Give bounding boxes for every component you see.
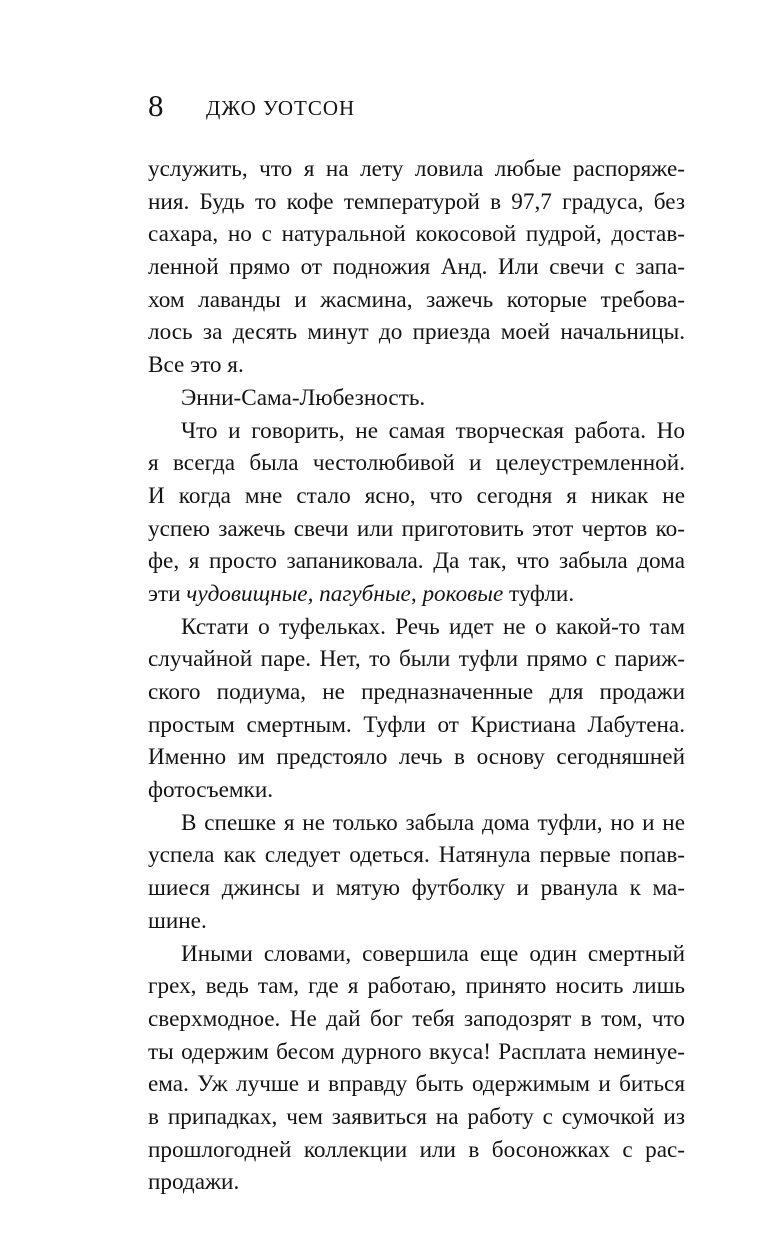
text-line: простым смертным. Туфли от Кристиана Лабутена. [148,711,685,738]
text-line: Именно им предстояло лечь в основу сегодняшней [148,744,685,771]
text-line: грех, ведь там, где я работаю, принято носить лишь [148,973,685,1000]
text-line: ния. Будь то кофе температурой в 97,7 градуса, без [148,188,685,215]
text-line: успею зажечь свечи или приготовить этот чертов ко- [148,515,685,542]
text-line: Энни-Сама-Любезность. [181,384,426,411]
page-number: 8 [148,88,164,123]
text-line: Что и говорить, не самая творческая работа. Но [181,417,685,444]
text-line: фотосъемки. [148,777,274,804]
text-line: хом лаванды и жасмина, зажечь которые требова- [148,286,685,313]
text-line: шине. [148,907,207,934]
text-line: сахара, но с натуральной кокосовой пудрой, достав- [148,221,685,248]
text-line: прошлогодней коллекции или в босоножках с рас- [148,1136,685,1163]
italic-phrase: чудовищные, пагубные, роковые [186,580,504,607]
text-line: случайной паре. Нет, то были туфли прямо с париж- [148,646,685,673]
text-line: Все это я. [148,352,244,379]
text-line: Иными словами, совершила еще один смертный [181,940,685,967]
text-run: эти [148,580,187,607]
text-line: ема. Уж лучше и вправду быть одержимым и биться [148,1071,685,1098]
text-line: сверхмодное. Не дай бог тебя заподозрят в том, что [148,1005,685,1032]
text-line: лось за десять минут до приезда моей начальницы. [148,319,685,346]
text-line [148,578,685,611]
text-run: туфли. [503,580,575,607]
text-line: ского подиума, не предназначенные для продажи [148,679,685,705]
text-line: фе, я просто запаниковала. Да так, что забыла дома [148,548,685,575]
text-line: ты одержим бесом дурного вкуса! Расплата неминуе- [148,1038,685,1065]
text-line: И когда мне стало ясно, что сегодня я никак не [148,482,685,509]
body-text [148,153,685,1199]
text-line: я всегда была честолюбивой и целеустремленной. [148,450,685,477]
text-line: В спешке я не только забыла дома туфли, но и не [181,809,685,836]
text-line: услужить, что я на лету ловила любые распоряже- [148,156,685,182]
text-line: успела как следует одеться. Натянула первые попав- [148,842,685,869]
text-line: продажи. [148,1169,240,1196]
text-line: ленной прямо от подножия Анд. Или свечи с запа- [148,254,685,281]
text-line: в припадках, чем заявиться на работу с сумочкой из [148,1103,685,1130]
text-line: Кстати о туфельках. Речь идет не о какой-то там [181,613,685,640]
text-line: шиеся джинсы и мятую футболку и рванула к ма- [148,875,685,902]
running-title: ДЖО УОТСОН [206,96,356,120]
